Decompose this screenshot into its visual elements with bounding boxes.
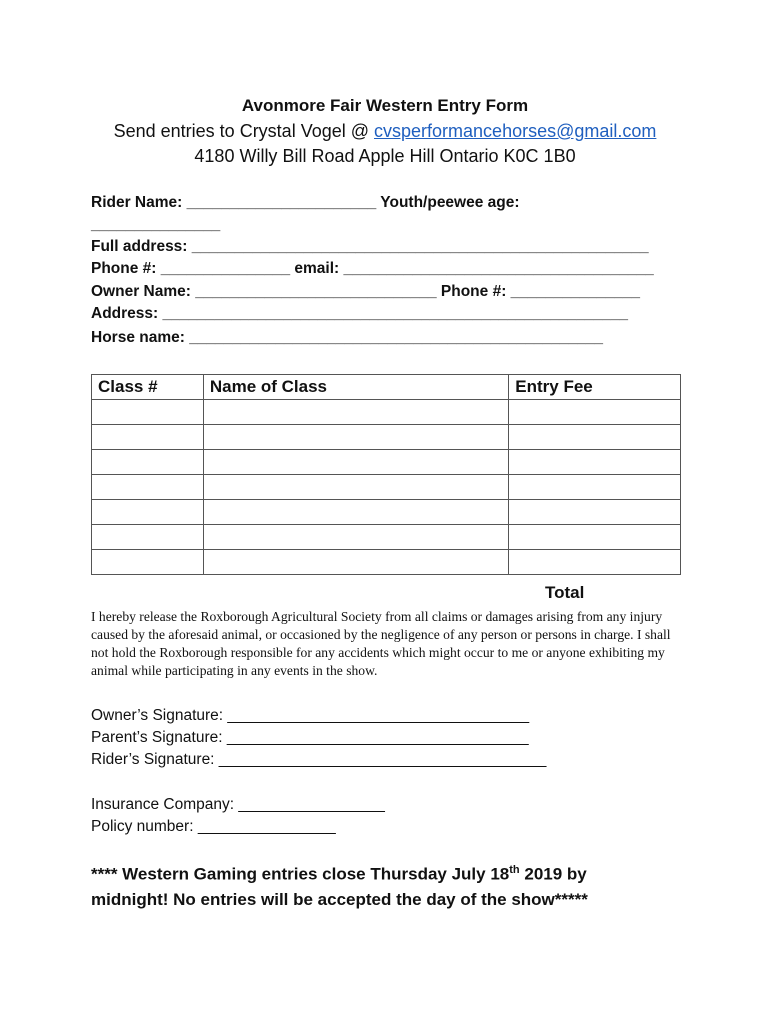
entry-fee-cell[interactable] bbox=[509, 550, 681, 575]
entry-fee-cell[interactable] bbox=[509, 450, 681, 475]
table-row[interactable] bbox=[92, 475, 681, 500]
horse-name-field[interactable]: Horse name: ________________________________________________ bbox=[91, 329, 603, 346]
notice-text: **** Western Gaming entries close Thursday July 18 bbox=[91, 864, 510, 884]
rider-signature-field[interactable]: Rider’s Signature: ______________________________________ bbox=[91, 751, 547, 768]
rider-name-field[interactable]: Rider Name: ______________________ Youth/peewee age: bbox=[91, 194, 520, 211]
release-statement: I hereby release the Roxborough Agricultural Society from all claims or damages arising from any injury caused by the aforesaid animal, or occasioned by the negligence of any person or persons in charge. I shall not hold the Roxborough responsible for any accidents which might occur to me or anyone exhibiting my animal while participating in any events in the show. bbox=[91, 609, 671, 678]
class-number-cell[interactable] bbox=[92, 525, 204, 550]
class-number-cell[interactable] bbox=[92, 500, 204, 525]
email-link[interactable]: cvsperformancehorses@gmail.com bbox=[374, 121, 657, 141]
insurance-company-field[interactable]: Insurance Company: _________________ bbox=[91, 796, 385, 813]
class-name-cell[interactable] bbox=[203, 450, 508, 475]
address-field[interactable]: Address: ______________________________________________________ bbox=[91, 305, 628, 322]
phone-email-field[interactable]: Phone #: _______________ email: ____________________________________ bbox=[91, 260, 654, 277]
owner-name-field[interactable]: Owner Name: ____________________________ Phone #: _______________ bbox=[91, 283, 640, 300]
table-row[interactable] bbox=[92, 450, 681, 475]
class-name-cell[interactable] bbox=[203, 500, 508, 525]
class-number-cell[interactable] bbox=[92, 550, 204, 575]
entry-fee-cell[interactable] bbox=[509, 400, 681, 425]
class-number-header: Class # bbox=[92, 375, 204, 400]
form-title: Avonmore Fair Western Entry Form bbox=[241, 96, 529, 115]
notice-superscript: th bbox=[509, 864, 520, 876]
class-number-cell[interactable] bbox=[92, 400, 204, 425]
class-name-cell[interactable] bbox=[203, 525, 508, 550]
deadline-notice-line2: midnight! No entries will be accepted the day of the show***** bbox=[91, 890, 588, 909]
notice-text-suffix: 2019 by bbox=[519, 864, 587, 884]
send-prefix: Send entries to Crystal Vogel @ bbox=[113, 121, 375, 141]
entry-fee-cell[interactable] bbox=[509, 425, 681, 450]
mailing-address: 4180 Willy Bill Road Apple Hill Ontario K0C 1B0 bbox=[194, 146, 576, 166]
entries-table bbox=[91, 374, 681, 575]
table-row[interactable] bbox=[92, 425, 681, 450]
deadline-notice-line1 bbox=[91, 864, 587, 885]
table-row[interactable] bbox=[92, 550, 681, 575]
total-label: Total bbox=[545, 583, 585, 602]
owner-signature-field[interactable]: Owner’s Signature: ___________________________________ bbox=[91, 707, 530, 724]
entry-fee-header: Entry Fee bbox=[509, 375, 681, 400]
full-address-field[interactable]: Full address: _____________________________________________________ bbox=[91, 238, 649, 255]
send-line bbox=[0, 121, 770, 142]
class-name-cell[interactable] bbox=[203, 400, 508, 425]
table-row[interactable] bbox=[92, 525, 681, 550]
entry-fee-cell[interactable] bbox=[509, 525, 681, 550]
table-row[interactable] bbox=[92, 500, 681, 525]
class-name-cell[interactable] bbox=[203, 475, 508, 500]
class-name-header: Name of Class bbox=[203, 375, 508, 400]
class-name-cell[interactable] bbox=[203, 550, 508, 575]
parent-signature-field[interactable]: Parent’s Signature: ___________________________________ bbox=[91, 729, 529, 746]
class-number-cell[interactable] bbox=[92, 450, 204, 475]
table-header-row bbox=[92, 375, 681, 400]
entry-fee-cell[interactable] bbox=[509, 500, 681, 525]
class-number-cell[interactable] bbox=[92, 475, 204, 500]
class-number-cell[interactable] bbox=[92, 425, 204, 450]
entry-fee-cell[interactable] bbox=[509, 475, 681, 500]
age-field[interactable]: _______________ bbox=[91, 216, 221, 233]
table-row[interactable] bbox=[92, 400, 681, 425]
policy-number-field[interactable]: Policy number: ________________ bbox=[91, 818, 336, 835]
class-name-cell[interactable] bbox=[203, 425, 508, 450]
